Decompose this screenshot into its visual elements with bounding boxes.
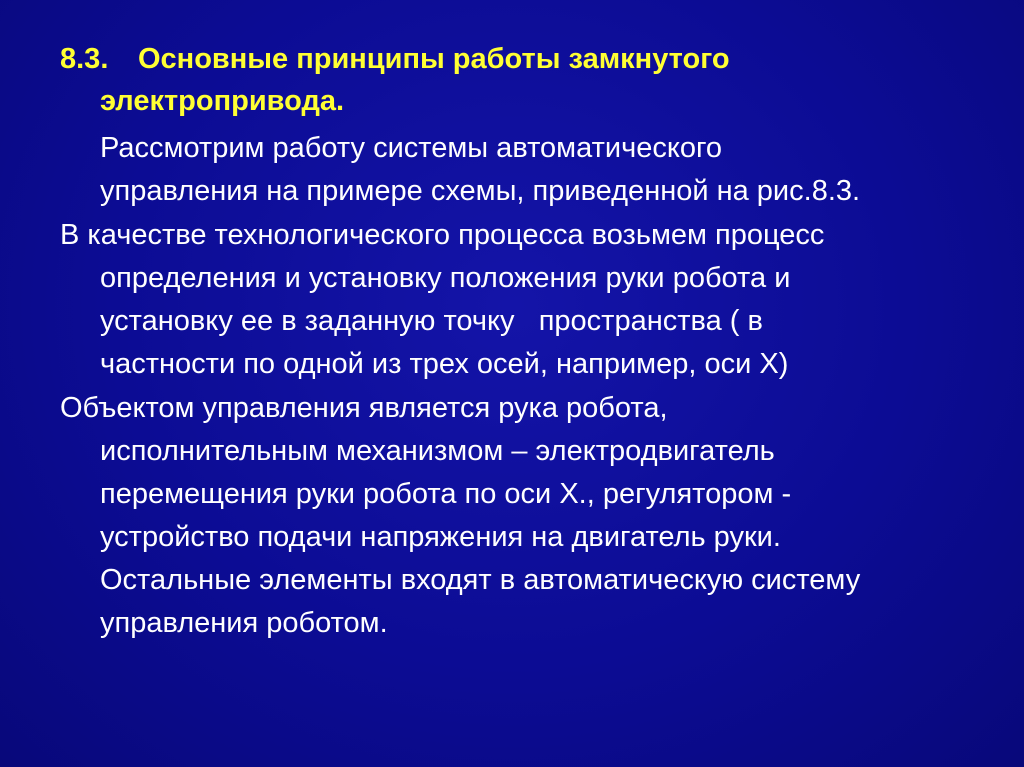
paragraph-line: Остальные элементы входят в автоматическую систему: [100, 564, 861, 596]
intro-line: Рассмотрим работу системы автоматического: [100, 132, 723, 164]
title-line-1: Основные принципы работы замкнутого: [138, 43, 730, 75]
paragraph-line: перемещения руки робота по оси Х., регулятором -: [100, 478, 792, 510]
slide-title: [60, 38, 980, 122]
paragraph-line: исполнительным механизмом – электродвигатель: [100, 435, 775, 467]
paragraph-line: частности по одной из трех осей, например, оси Х): [100, 348, 789, 380]
paragraph-line: В качестве технологического процесса возьмем процесс: [60, 219, 825, 251]
title-line-2: электропривода.: [100, 85, 345, 117]
section-number: 8.3.: [60, 43, 109, 75]
paragraph-line: устройство подачи напряжения на двигатель руки.: [100, 521, 781, 553]
intro-text: [100, 127, 1010, 213]
paragraph-process: [60, 214, 1010, 386]
paragraph-line: установку ее в заданную точку пространства ( в: [100, 305, 763, 337]
paragraph-line: управления роботом.: [100, 607, 388, 639]
intro-line: управления на примере схемы, приведенной на рис.8.3.: [100, 175, 861, 207]
paragraph-control-object: [60, 387, 1010, 645]
paragraph-line: определения и установку положения руки робота и: [100, 262, 791, 294]
paragraph-line: Объектом управления является рука робота,: [60, 392, 668, 424]
